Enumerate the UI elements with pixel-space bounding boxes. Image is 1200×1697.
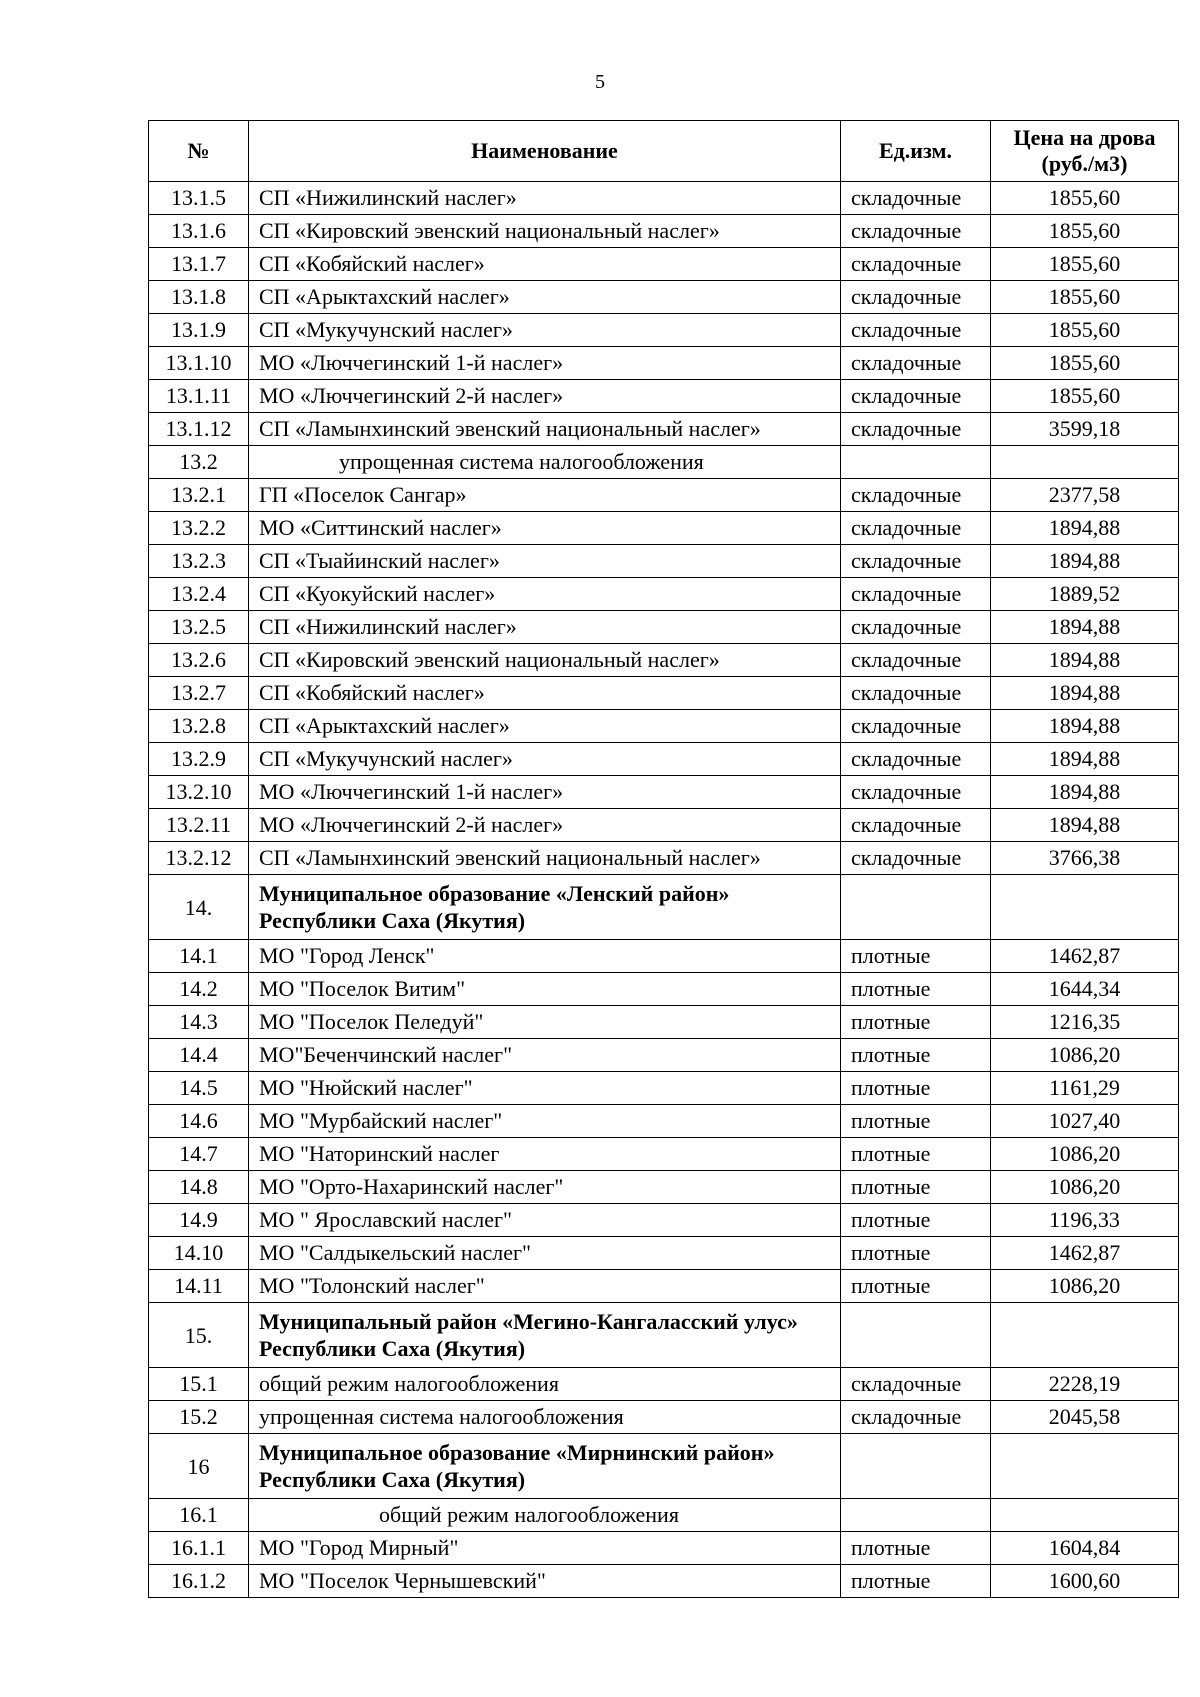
row-name: МО "Салдыкельский наслег" <box>249 1237 841 1270</box>
row-number: 14. <box>149 875 249 940</box>
row-unit: складочные <box>841 578 991 611</box>
row-number: 13.2.9 <box>149 743 249 776</box>
row-number: 14.2 <box>149 973 249 1006</box>
row-name: МО "Город Мирный" <box>249 1532 841 1565</box>
row-unit: плотные <box>841 1204 991 1237</box>
row-price: 1604,84 <box>991 1532 1179 1565</box>
table-row <box>149 1237 1179 1270</box>
row-price: 1894,88 <box>991 644 1179 677</box>
row-price: 1889,52 <box>991 578 1179 611</box>
row-number: 13.2.3 <box>149 545 249 578</box>
row-number: 14.6 <box>149 1105 249 1138</box>
row-number: 13.1.8 <box>149 281 249 314</box>
row-unit: складочные <box>841 809 991 842</box>
row-unit: плотные <box>841 1270 991 1303</box>
row-price: 2377,58 <box>991 479 1179 512</box>
row-unit: плотные <box>841 1138 991 1171</box>
table-row <box>149 1204 1179 1237</box>
row-number: 13.1.11 <box>149 380 249 413</box>
row-price: 3599,18 <box>991 413 1179 446</box>
row-number: 13.2.2 <box>149 512 249 545</box>
row-name: СП «Нижилинский наслег» <box>249 182 841 215</box>
row-price: 1894,88 <box>991 809 1179 842</box>
header-num: № <box>149 121 249 182</box>
row-unit: плотные <box>841 1171 991 1204</box>
row-number: 15.2 <box>149 1401 249 1434</box>
row-unit: складочные <box>841 281 991 314</box>
row-price: 1894,88 <box>991 677 1179 710</box>
row-name: МО "Поселок Витим" <box>249 973 841 1006</box>
row-unit: складочные <box>841 479 991 512</box>
row-number: 13.2.10 <box>149 776 249 809</box>
row-price: 1196,33 <box>991 1204 1179 1237</box>
row-name: Муниципальное образование «Ленский район» Республики Саха (Якутия) <box>249 875 841 940</box>
header-name: Наименование <box>249 121 841 182</box>
table-row <box>149 1072 1179 1105</box>
table-row <box>149 512 1179 545</box>
table-row <box>149 1171 1179 1204</box>
row-name: Муниципальное образование «Мирнинский район» Республики Саха (Якутия) <box>249 1434 841 1499</box>
row-name: упрощенная система налогообложения <box>249 1401 841 1434</box>
row-unit: складочные <box>841 1368 991 1401</box>
row-price: 3766,38 <box>991 842 1179 875</box>
table-row <box>149 182 1179 215</box>
row-unit: складочные <box>841 710 991 743</box>
row-name: СП «Арыктахский наслег» <box>249 281 841 314</box>
row-unit: складочные <box>841 644 991 677</box>
table-row <box>149 578 1179 611</box>
row-price: 1894,88 <box>991 743 1179 776</box>
row-name: СП «Ламынхинский эвенский национальный наслег» <box>249 842 841 875</box>
row-price: 1894,88 <box>991 512 1179 545</box>
row-unit: складочные <box>841 248 991 281</box>
row-price <box>991 446 1179 479</box>
firewood-price-table <box>148 120 1179 1598</box>
row-price: 1894,88 <box>991 710 1179 743</box>
row-name: МО «Люччегинский 1-й наслег» <box>249 347 841 380</box>
table-body <box>149 182 1179 1598</box>
header-price: Цена на дрова (руб./м3) <box>991 121 1179 182</box>
row-name: СП «Мукучунский наслег» <box>249 743 841 776</box>
row-unit: складочные <box>841 842 991 875</box>
row-name: МО "Орто-Нахаринский наслег" <box>249 1171 841 1204</box>
row-price: 1086,20 <box>991 1171 1179 1204</box>
row-price: 1894,88 <box>991 776 1179 809</box>
row-number: 16 <box>149 1434 249 1499</box>
row-name: ГП «Поселок Сангар» <box>249 479 841 512</box>
table-row <box>149 314 1179 347</box>
table-row <box>149 281 1179 314</box>
table-row <box>149 413 1179 446</box>
table-row <box>149 347 1179 380</box>
table-row <box>149 248 1179 281</box>
table-row <box>149 1138 1179 1171</box>
row-name: СП «Кировский эвенский национальный наслег» <box>249 215 841 248</box>
table-row <box>149 479 1179 512</box>
row-number: 14.9 <box>149 1204 249 1237</box>
row-number: 16.1 <box>149 1499 249 1532</box>
row-number: 13.2.5 <box>149 611 249 644</box>
row-name: МО "Нюйский наслег" <box>249 1072 841 1105</box>
table-row <box>149 1565 1179 1598</box>
row-name: МО "Толонский наслег" <box>249 1270 841 1303</box>
row-number: 14.4 <box>149 1039 249 1072</box>
row-price: 1855,60 <box>991 248 1179 281</box>
row-number: 14.7 <box>149 1138 249 1171</box>
row-number: 15.1 <box>149 1368 249 1401</box>
row-unit: плотные <box>841 1006 991 1039</box>
table-row <box>149 677 1179 710</box>
row-unit: складочные <box>841 314 991 347</box>
row-name: МО «Люччегинский 2-й наслег» <box>249 380 841 413</box>
row-unit: плотные <box>841 1532 991 1565</box>
row-unit: плотные <box>841 1565 991 1598</box>
row-price: 1216,35 <box>991 1006 1179 1039</box>
table-row <box>149 1401 1179 1434</box>
table-header-row <box>149 121 1179 182</box>
row-price <box>991 875 1179 940</box>
row-name: СП «Тыайинский наслег» <box>249 545 841 578</box>
row-name: СП «Кобяйский наслег» <box>249 677 841 710</box>
table-row <box>149 545 1179 578</box>
table-row <box>149 644 1179 677</box>
row-name: МО «Люччегинский 1-й наслег» <box>249 776 841 809</box>
row-price: 1086,20 <box>991 1039 1179 1072</box>
row-unit: плотные <box>841 1237 991 1270</box>
row-price: 2228,19 <box>991 1368 1179 1401</box>
table-row <box>149 446 1179 479</box>
row-name: общий режим налогообложения <box>249 1368 841 1401</box>
row-number: 13.2.4 <box>149 578 249 611</box>
row-unit: складочные <box>841 413 991 446</box>
row-name: СП «Кобяйский наслег» <box>249 248 841 281</box>
row-name: СП «Мукучунский наслег» <box>249 314 841 347</box>
row-number: 13.1.7 <box>149 248 249 281</box>
row-unit: складочные <box>841 545 991 578</box>
table-row <box>149 611 1179 644</box>
table-row <box>149 1006 1179 1039</box>
row-unit <box>841 446 991 479</box>
row-unit: складочные <box>841 512 991 545</box>
row-unit: складочные <box>841 215 991 248</box>
row-number: 13.1.5 <box>149 182 249 215</box>
table-row <box>149 1368 1179 1401</box>
row-number: 13.2.7 <box>149 677 249 710</box>
row-name: МО "Поселок Чернышевский" <box>249 1565 841 1598</box>
row-price <box>991 1499 1179 1532</box>
header-unit: Ед.изм. <box>841 121 991 182</box>
page-number: 5 <box>595 71 605 93</box>
row-unit: складочные <box>841 743 991 776</box>
row-name: Муниципальный район «Мегино-Кангаласский улус» Республики Саха (Якутия) <box>249 1303 841 1368</box>
row-unit <box>841 875 991 940</box>
table-row <box>149 380 1179 413</box>
row-unit: складочные <box>841 182 991 215</box>
row-name: СП «Нижилинский наслег» <box>249 611 841 644</box>
row-unit <box>841 1499 991 1532</box>
row-unit: складочные <box>841 677 991 710</box>
row-name: СП «Арыктахский наслег» <box>249 710 841 743</box>
table-row <box>149 973 1179 1006</box>
row-unit: складочные <box>841 776 991 809</box>
row-price <box>991 1303 1179 1368</box>
row-number: 13.1.10 <box>149 347 249 380</box>
table-row <box>149 842 1179 875</box>
row-price: 1086,20 <box>991 1138 1179 1171</box>
row-price: 1027,40 <box>991 1105 1179 1138</box>
row-name: МО "Наторинский наслег <box>249 1138 841 1171</box>
row-name: СП «Куокуйский наслег» <box>249 578 841 611</box>
row-name: МО "Поселок Пеледуй" <box>249 1006 841 1039</box>
row-number: 16.1.1 <box>149 1532 249 1565</box>
row-number: 14.5 <box>149 1072 249 1105</box>
row-unit: плотные <box>841 1039 991 1072</box>
row-name: МО"Беченчинский наслег" <box>249 1039 841 1072</box>
row-number: 14.10 <box>149 1237 249 1270</box>
row-price: 1894,88 <box>991 611 1179 644</box>
row-name: общий режим налогообложения <box>249 1499 841 1532</box>
table-row <box>149 940 1179 973</box>
row-unit <box>841 1303 991 1368</box>
row-number: 14.8 <box>149 1171 249 1204</box>
row-price: 1462,87 <box>991 940 1179 973</box>
row-price: 1855,60 <box>991 314 1179 347</box>
row-number: 13.2.6 <box>149 644 249 677</box>
table-row <box>149 1039 1179 1072</box>
row-unit: складочные <box>841 380 991 413</box>
row-number: 13.1.6 <box>149 215 249 248</box>
row-number: 13.1.12 <box>149 413 249 446</box>
row-unit: складочные <box>841 611 991 644</box>
row-number: 13.2.1 <box>149 479 249 512</box>
row-number: 16.1.2 <box>149 1565 249 1598</box>
row-unit: плотные <box>841 940 991 973</box>
table-row <box>149 1270 1179 1303</box>
row-number: 15. <box>149 1303 249 1368</box>
row-price: 1161,29 <box>991 1072 1179 1105</box>
row-price: 1600,60 <box>991 1565 1179 1598</box>
row-unit: плотные <box>841 973 991 1006</box>
row-price: 1855,60 <box>991 281 1179 314</box>
row-name: МО " Ярославский наслег" <box>249 1204 841 1237</box>
row-price <box>991 1434 1179 1499</box>
row-price: 2045,58 <box>991 1401 1179 1434</box>
row-number: 14.3 <box>149 1006 249 1039</box>
row-unit <box>841 1434 991 1499</box>
row-price: 1855,60 <box>991 347 1179 380</box>
row-number: 13.2.8 <box>149 710 249 743</box>
row-price: 1855,60 <box>991 215 1179 248</box>
row-name: МО "Мурбайский наслег" <box>249 1105 841 1138</box>
row-unit: плотные <box>841 1105 991 1138</box>
table-row <box>149 776 1179 809</box>
row-name: МО «Люччегинский 2-й наслег» <box>249 809 841 842</box>
table-row <box>149 710 1179 743</box>
row-price: 1086,20 <box>991 1270 1179 1303</box>
table-row <box>149 875 1179 940</box>
row-name: МО "Город Ленск" <box>249 940 841 973</box>
table-row <box>149 1303 1179 1368</box>
row-name: СП «Ламынхинский эвенский национальный наслег» <box>249 413 841 446</box>
row-number: 13.2 <box>149 446 249 479</box>
table-row <box>149 743 1179 776</box>
table-row <box>149 809 1179 842</box>
row-unit: плотные <box>841 1072 991 1105</box>
row-name: СП «Кировский эвенский национальный наслег» <box>249 644 841 677</box>
table-row <box>149 215 1179 248</box>
table-row <box>149 1105 1179 1138</box>
row-number: 14.11 <box>149 1270 249 1303</box>
row-price: 1644,34 <box>991 973 1179 1006</box>
table-row <box>149 1499 1179 1532</box>
row-number: 13.2.12 <box>149 842 249 875</box>
row-name: МО «Ситтинский наслег» <box>249 512 841 545</box>
row-unit: складочные <box>841 1401 991 1434</box>
row-price: 1855,60 <box>991 182 1179 215</box>
row-price: 1462,87 <box>991 1237 1179 1270</box>
table-row <box>149 1434 1179 1499</box>
row-name: упрощенная система налогообложения <box>249 446 841 479</box>
row-price: 1894,88 <box>991 545 1179 578</box>
row-number: 14.1 <box>149 940 249 973</box>
row-price: 1855,60 <box>991 380 1179 413</box>
row-unit: складочные <box>841 347 991 380</box>
table-row <box>149 1532 1179 1565</box>
row-number: 13.1.9 <box>149 314 249 347</box>
row-number: 13.2.11 <box>149 809 249 842</box>
